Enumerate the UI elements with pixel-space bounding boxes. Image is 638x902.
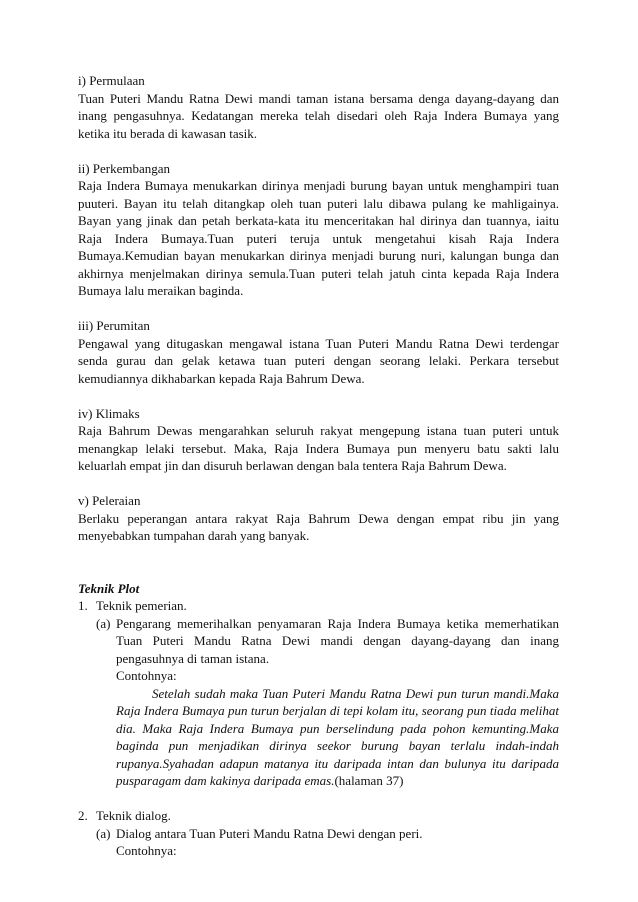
section-permulaan: [78, 72, 559, 142]
section-body: Pengawal yang ditugaskan mengawal istana Tuan Puteri Mandu Ratna Dewi terdengar senda gurau dan gelak ketawa tuan puteri dengan seorang lelaki. Perkara tersebut kemudiannya dikhabarkan kepada Raja Bahrum Dewa.: [78, 335, 559, 386]
plot-title: Teknik Plot: [78, 580, 140, 596]
quote-citation: (halaman 37): [334, 773, 404, 788]
section-body: Tuan Puteri Mandu Ratna Dewi mandi taman istana bersama denga dayang-dayang dan inang pengasuhnya. Kedatangan mereka telah disedari oleh Raja Indera Bumaya yang ketika itu berada di kawasan tasik.: [78, 90, 559, 141]
item-number: 2.: [78, 808, 88, 823]
section-heading: v) Peleraian: [78, 493, 141, 508]
spacer: [78, 562, 559, 580]
sub-item: [96, 825, 559, 860]
sub-item-letter: (a): [96, 615, 111, 631]
section-body: Raja Indera Bumaya menukarkan dirinya menjadi burung bayan untuk menghampiri tuan puuteri. Bayan itu telah ditangkap oleh tuan puteri lalu dibawa pulang ke mahligainya. Bayan yang jinak dan petah berkata-kata itu menceritakan hal dirinya dan tuannya, iaitu Raja Indera Bumaya.Tuan puteri teruja untuk mengetahui kisah Raja Indera Bumaya.Kemudian bayan menukarkan dirinya menjadi burung nuri, kalungan bunga dan akhirnya menjelmakan dirinya semula.Tuan puteri telah jatuh cinta kepada Raja Indera Bumaya lalu meraikan baginda.: [78, 178, 559, 298]
teknik-plot: [78, 580, 559, 860]
section-perkembangan: [78, 160, 559, 300]
section-peleraian: [78, 492, 559, 545]
section-heading: iv) Klimaks: [78, 405, 140, 421]
section-body: Berlaku peperangan antara rakyat Raja Bahrum Dewa dengan empat ribu jin yang menyebabkan tumpahan darah yang banyak.: [78, 510, 559, 543]
item-label: Teknik dialog.: [96, 808, 171, 823]
plot-item-pemerian: [78, 597, 559, 790]
section-klimaks: [78, 405, 559, 475]
sub-item-text: Dialog antara Tuan Puteri Mandu Ratna Dewi dengan peri.: [116, 825, 423, 841]
section-heading: i) Permulaan: [78, 73, 145, 88]
sub-item: [96, 615, 559, 790]
section-heading: iii) Perumitan: [78, 318, 150, 333]
item-label: Teknik pemerian.: [96, 598, 187, 613]
section-perumitan: [78, 317, 559, 387]
item-number: 1.: [78, 598, 88, 613]
contoh-label: Contohnya:: [116, 843, 177, 858]
quote-block: [116, 685, 559, 790]
document-page: [78, 72, 559, 860]
contoh-label: Contohnya:: [116, 668, 177, 683]
sub-item-letter: (a): [96, 825, 111, 841]
sub-item-text: Pengarang memerihalkan penyamaran Raja Indera Bumaya ketika memerhatikan Tuan Puteri Mandu Ratna Dewi mandi dengan dayang-dayang dan inang pengasuhnya di taman istana.: [116, 615, 559, 666]
quote-text: Setelah sudah maka Tuan Puteri Mandu Ratna Dewi pun turun mandi.Maka Raja Indera Bumaya pun turun berjalan di tepi kolam itu, seorang pun tiada melihat dia. Maka Raja Indera Bumaya pun berselindung pada pohon kemunting.Maka baginda pun menjadikan dirinya seekor burung bayan terlalu indah-indah rupanya.Syahadan adapun matanya itu daripada intan dan bulunya itu daripada pusparagam dam kakinya daripada emas.: [116, 685, 559, 788]
section-heading: ii) Perkembangan: [78, 160, 171, 176]
spacer: [78, 790, 559, 808]
plot-item-dialog: [78, 807, 559, 860]
section-body: Raja Bahrum Dewas mengarahkan seluruh rakyat mengepung istana tuan puteri untuk menangkap lelaki tersebut. Maka, Raja Indera Bumaya pun menyeru batu sakti lalu keluarlah empat jin dan disuruh berlawan dengan bala tentera Raja Bahrum Dewa.: [78, 423, 559, 473]
